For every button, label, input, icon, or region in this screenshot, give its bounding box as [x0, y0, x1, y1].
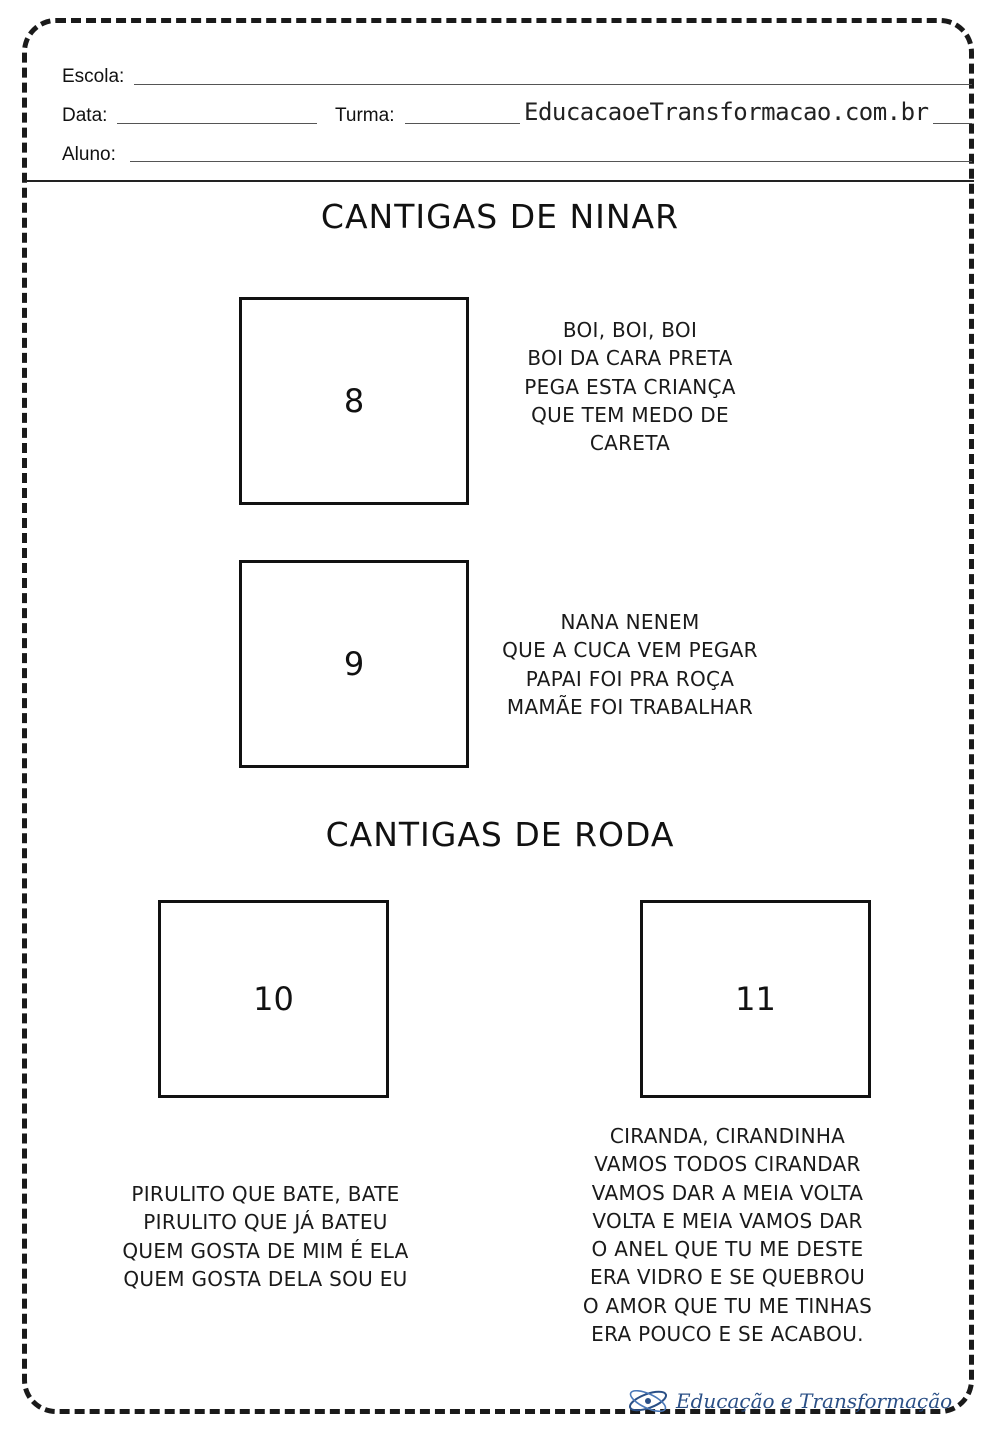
verse-line: CARETA	[589, 431, 671, 456]
verse-line: ERA VIDRO E SE QUEBROU	[589, 1265, 866, 1290]
verse-line: BOI DA CARA PRETA	[527, 346, 733, 371]
data-label: Data:	[62, 105, 108, 126]
escola-field[interactable]	[134, 84, 972, 85]
verse-line: MAMÃE FOI TRABALHAR	[506, 694, 754, 719]
number-box-11[interactable]	[640, 900, 871, 1098]
data-field[interactable]	[117, 123, 317, 124]
verse-line: QUE A CUCA VEM PEGAR	[502, 638, 758, 663]
aluno-label: Aluno:	[62, 144, 116, 165]
verse-ciranda	[535, 1122, 920, 1348]
header-divider	[26, 180, 974, 182]
aluno-field[interactable]	[130, 161, 972, 162]
verse-line: QUE TEM MEDO DE	[531, 402, 729, 427]
section-title-ninar: CANTIGAS DE NINAR	[320, 197, 680, 236]
verse-line: PIRULITO QUE JÁ BATEU	[143, 1210, 388, 1235]
verse-line: ERA POUCO E SE ACABOU.	[591, 1322, 864, 1347]
verse-line: BOI, BOI, BOI	[562, 318, 698, 342]
verse-line: VAMOS DAR A MEIA VOLTA	[591, 1180, 864, 1205]
verse-line: VOLTA E MEIA VAMOS DAR	[592, 1208, 863, 1233]
box-number: 8	[343, 382, 365, 420]
turma-label: Turma:	[335, 105, 395, 126]
verse-line: O ANEL QUE TU ME DESTE	[591, 1237, 864, 1262]
verse-boi-da-cara-preta	[490, 316, 770, 457]
verse-line: PIRULITO QUE BATE, BATE	[131, 1182, 400, 1206]
verse-line: O AMOR QUE TU ME TINHAS	[582, 1293, 873, 1318]
logo-text: Educação e Transformação	[676, 1389, 953, 1413]
verse-pirulito	[78, 1180, 453, 1293]
box-number: 11	[735, 980, 776, 1018]
verse-line: QUEM GOSTA DELA SOU EU	[123, 1266, 408, 1291]
website-watermark: EducacaoeTransformacao.com.br	[520, 98, 933, 126]
footer-logo	[626, 1384, 952, 1418]
section-title-roda: CANTIGAS DE RODA	[325, 815, 675, 854]
verse-line: QUEM GOSTA DE MIM É ELA	[122, 1238, 409, 1263]
verse-line: PEGA ESTA CRIANÇA	[524, 374, 736, 399]
verse-line: VAMOS TODOS CIRANDAR	[594, 1152, 861, 1177]
number-box-9[interactable]	[239, 560, 469, 768]
atom-orbit-icon	[626, 1384, 670, 1418]
verse-nana-nenem	[470, 608, 790, 721]
verse-line: PAPAI FOI PRA ROÇA	[525, 666, 735, 691]
number-box-10[interactable]	[158, 900, 389, 1098]
box-number: 9	[343, 645, 365, 683]
escola-label: Escola:	[62, 66, 125, 87]
verse-line: CIRANDA, CIRANDINHA	[609, 1124, 846, 1148]
number-box-8[interactable]	[239, 297, 469, 505]
verse-line: NANA NENEM	[560, 610, 700, 634]
box-number: 10	[253, 980, 294, 1018]
